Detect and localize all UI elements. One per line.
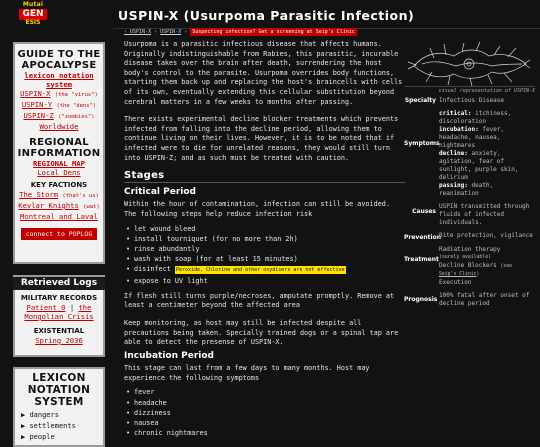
page-title: USPIN-X (Usurpoma Parasitic Infection): [118, 8, 415, 23]
treatment-value: [439, 246, 535, 287]
incubation-heading: Incubation Period: [124, 350, 214, 361]
treatment-note: [439, 271, 535, 279]
faction-link[interactable]: Kevlar Knights: [18, 201, 79, 210]
list-item: • install tourniquet (for no more than 2h): [124, 234, 406, 244]
treatment-note-end: ): [476, 272, 480, 277]
faction-note: (wat): [83, 204, 100, 210]
patient-0-link[interactable]: Patient 0: [26, 303, 66, 312]
list-item: [124, 264, 406, 275]
clinic-warning-link[interactable]: Suspecting infection? Get a screening at Seip's Clinic: [192, 29, 355, 35]
treatment-item: [439, 262, 535, 271]
breadcrumb-back[interactable]: ‹ USPIN-X: [124, 29, 152, 35]
list-item: • fever: [124, 387, 406, 397]
treatment-note: (see: [500, 264, 512, 269]
guide-box: [13, 42, 105, 264]
symptom-stage: critical:: [439, 110, 472, 117]
breadcrumb: [124, 29, 357, 35]
uspin-y-link[interactable]: USPIN-Y: [21, 100, 53, 109]
infobox: [404, 40, 535, 313]
prognosis-value: 100% fatal after onset of decline period: [439, 292, 530, 307]
symptom-text: death, reanimation: [439, 182, 494, 197]
amputate-paragraph: If flesh still turns purple/necroses, amputate promptly. Remove at least a centimeter beyond the affected area: [124, 291, 395, 310]
list-item: • dizziness: [124, 408, 406, 418]
uspin-z-line: [15, 111, 103, 122]
lexicon-item-label: people: [29, 433, 55, 441]
list-item: • chronic nightmares: [124, 428, 406, 438]
treatment-item: Radiation therapy: [439, 246, 501, 253]
connect-poplog-button[interactable]: connect to POPLOG: [21, 228, 97, 240]
triangle-right-icon: ▶: [21, 422, 30, 430]
monitoring-paragraph: Keep monitoring, as host may still be infected despite all precautions being taken. Specially trained dogs or a spinal tap are able to detect the presense of USPIN-X.: [124, 318, 399, 347]
lexicon-item[interactable]: [15, 410, 103, 421]
infobox-row: [404, 97, 535, 105]
causes-value: USPIN transmitted through fluids of infected individuals.: [439, 203, 530, 226]
faction-item: [15, 201, 103, 212]
logo-top: Mutai: [22, 1, 44, 8]
treatment-label: Treatment: [404, 256, 439, 263]
existential-title: EXISTENTIAL: [33, 327, 85, 335]
uspin-y-line: [15, 100, 103, 111]
logo-bottom: ESIS: [25, 19, 41, 26]
faction-link[interactable]: Montreal and Laval: [20, 212, 98, 221]
treatment-item: Execution: [439, 279, 472, 286]
worldwide-link[interactable]: Worldwide: [39, 122, 79, 131]
critical-heading: Critical Period: [124, 186, 196, 197]
spring-2036-link[interactable]: Spring 2036: [35, 336, 83, 345]
disinfect-label: disinfect: [134, 265, 171, 274]
regional-map-link[interactable]: REGIONAL MAP: [33, 159, 85, 168]
military-line: [15, 303, 103, 312]
breadcrumb-separator: ›: [154, 29, 158, 35]
infobox-row: [404, 292, 535, 308]
list-item: • expose to UV light: [124, 276, 406, 286]
symptom-stage: incubation:: [439, 126, 479, 133]
infobox-row: [404, 110, 535, 198]
disinfect-warning: Peroxide, Chlorine and other oxydisers are not effective: [175, 267, 345, 274]
parasite-illustration: [404, 40, 535, 87]
lexicon-box: [13, 367, 105, 447]
symptoms-label: Symptoms: [404, 140, 440, 147]
infobox-row: [404, 203, 535, 227]
uspin-z-note: ("zombies"): [58, 114, 95, 120]
symptom-stage: passing:: [439, 182, 468, 189]
seips-clinic-link[interactable]: Seip's Clinic: [439, 272, 477, 277]
prognosis-label: Prognosis: [404, 296, 438, 303]
uspin-z-link[interactable]: USPIN-Z: [23, 111, 54, 120]
site-logo[interactable]: [19, 2, 47, 31]
list-item: • wash with soap (for at least 15 minutes): [124, 254, 406, 264]
faction-link[interactable]: The Storm: [19, 190, 59, 199]
triangle-right-icon: ▶: [21, 411, 30, 419]
incubation-paragraph: This stage can last from a few days to many months. Host may experience the following symptoms: [124, 364, 370, 382]
symptom-stage: decline:: [439, 150, 468, 157]
treatment-item-label: Decline Blockers: [439, 262, 497, 269]
the-link[interactable]: the: [78, 303, 92, 312]
parasite-drawing: [404, 40, 535, 87]
article-body: [124, 40, 406, 444]
lexicon-link[interactable]: lexicon notation system: [24, 71, 94, 89]
faction-item: [15, 190, 103, 201]
list-item: • let wound bleed: [124, 224, 406, 234]
critical-steps-list: [124, 224, 406, 286]
mongolian-crisis-link[interactable]: Mongolian Crisis: [24, 312, 94, 321]
treatment-paragraph: There exists experimental decline blocker treatments which prevents infected from falling into the decline period, allowing them to continue living on their lives. However, it is to be noted that if infected were to die for unrelated reasons, they would still turn into USPIN-Z; and as such must be treated with caution.: [124, 115, 399, 162]
local-dens-link[interactable]: Local Dens: [37, 168, 81, 177]
infobox-caption: visual representation of USPIN-X: [438, 88, 535, 94]
lexicon-title: LEXICON NOTATION SYSTEM: [27, 372, 91, 408]
uspin-y-note: (the "dens"): [56, 103, 97, 109]
prevention-value: Bite protection, vigilance: [439, 232, 533, 239]
uspin-x-link[interactable]: USPIN-X: [20, 89, 51, 98]
specialty-label: Specialty: [404, 97, 436, 104]
guide-title: GUIDE TO THE APOCALYPSE: [17, 49, 101, 71]
separator: |: [69, 303, 75, 312]
uspin-x-line: [15, 89, 103, 100]
factions-title: KEY FACTIONS: [30, 181, 88, 189]
triangle-right-icon: ▶: [21, 433, 30, 441]
list-item: • nausea: [124, 418, 406, 428]
causes-label: Causes: [412, 208, 436, 215]
sidebar: [0, 36, 112, 441]
breadcrumb-separator: ›: [184, 29, 188, 35]
treatment-note: (surely available): [439, 255, 491, 260]
intro-paragraph: Usurpoma is a parasitic infectious disease that affects humans. Originally indistinguishable from Rabies, this parasitic, incurable disease takes over the brain after death, surrendering the host body's control to the parasite. Usurpoma overrides body functions, starting them back up and replacing the host's braincells with cells of its own, eventually extending this cellular substitution beyond cerebral matters in a few weeks to months after passing.: [124, 40, 403, 106]
symptoms-value: [439, 110, 535, 198]
list-item: • headache: [124, 398, 406, 408]
symptom-text: itchiness, discoloration: [439, 110, 512, 125]
lexicon-item-label: dangers: [29, 411, 59, 419]
symptom-text: anxiety, agitation, fear of sunlight, purple skin, delirium: [439, 150, 519, 181]
symptom-text: fever, headache, nausea, nightmares: [439, 126, 505, 149]
military-title: MILITARY RECORDS: [20, 294, 98, 302]
incubation-symptoms-list: [124, 387, 406, 438]
lexicon-list: [15, 410, 103, 443]
infobox-row: [404, 232, 535, 241]
lexicon-item[interactable]: [15, 421, 103, 432]
retrieved-logs-box: [13, 275, 105, 357]
logo-middle: GEN: [19, 9, 47, 20]
stages-heading: Stages: [124, 171, 406, 183]
retrieved-logs-title: Retrieved Logs: [13, 277, 105, 290]
lexicon-item[interactable]: [15, 432, 103, 443]
prevention-label: Prevention: [404, 234, 441, 241]
infobox-row: [404, 246, 535, 287]
regional-title: REGIONAL INFORMATION: [17, 137, 101, 159]
lexicon-item-label: settlements: [29, 422, 76, 430]
breadcrumb-current[interactable]: USPIN-X: [160, 29, 182, 35]
critical-paragraph: Within the hour of contamination, infection can still be avoided. The following steps help reduce infection risk: [124, 200, 390, 218]
list-item: • rinse abundantly: [124, 244, 406, 254]
faction-note: (that's us): [62, 193, 99, 199]
uspin-x-note: (the "virus"): [54, 92, 98, 98]
specialty-value: Infectious Disease: [439, 97, 505, 104]
